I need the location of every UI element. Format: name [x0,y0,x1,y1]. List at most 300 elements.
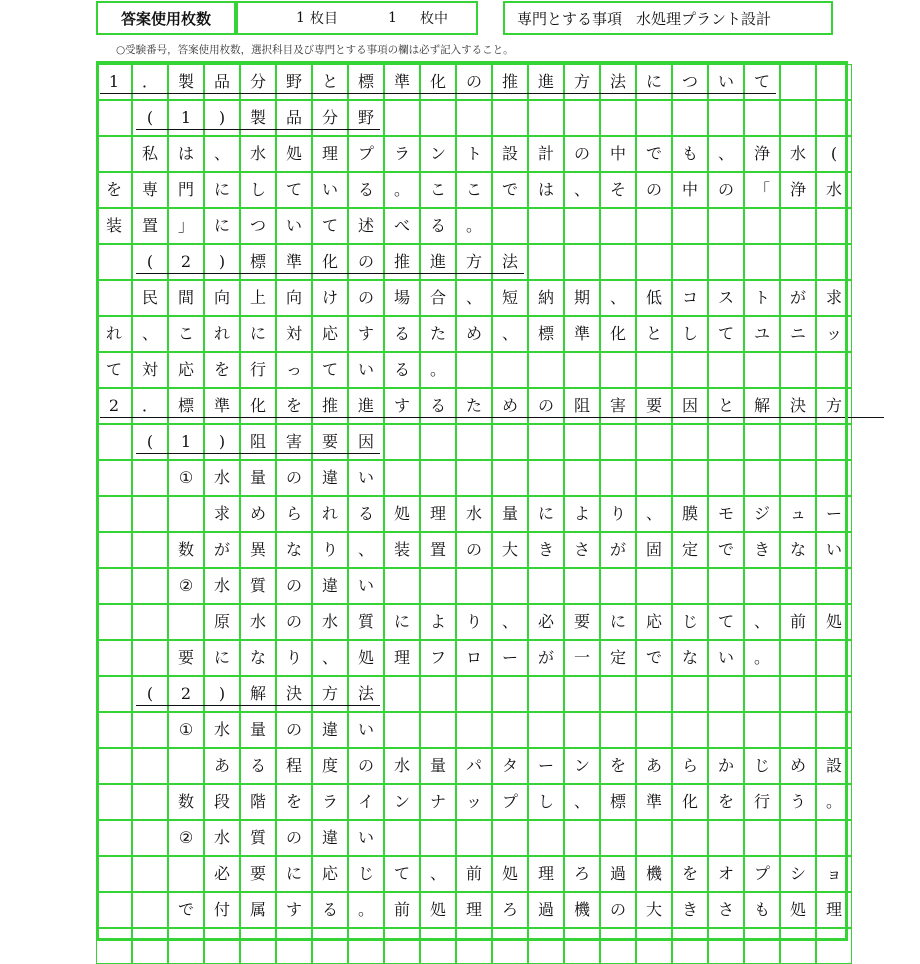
grid-cell: 害 [276,424,312,460]
grid-cell: 必 [528,604,564,640]
grid-cell: 装 [96,208,132,244]
grid-cell [168,748,204,784]
grid-cell [564,424,600,460]
grid-cell: 1 [96,64,132,100]
specialty-value: 水処理プラント設計 [636,9,772,28]
grid-cell [780,712,816,748]
grid-cell [132,784,168,820]
specialty-label: 専門とする事項 [517,9,623,28]
grid-cell [816,676,852,712]
grid-cell [744,424,780,460]
grid-cell: 準 [276,244,312,280]
grid-cell: ラ [312,784,348,820]
grid-cell [96,568,132,604]
grid-cell: に [384,604,420,640]
answer-line [96,568,848,604]
grid-cell: ② [168,820,204,856]
grid-cell [744,820,780,856]
grid-cell: る [384,352,420,388]
grid-cell [600,352,636,388]
grid-cell: 原 [204,604,240,640]
answer-line [96,604,848,640]
grid-cell: の [528,388,564,424]
grid-cell: 化 [240,388,276,424]
grid-cell: 水 [780,136,816,172]
grid-cell: 過 [600,856,636,892]
grid-cell [672,244,708,280]
grid-cell: 向 [276,280,312,316]
grid-cell: め [780,748,816,784]
grid-cell [636,100,672,136]
grid-cell: 阻 [564,388,600,424]
grid-cell: 処 [348,640,384,676]
grid-cell [276,928,312,964]
grid-cell [456,100,492,136]
grid-cell: 2 [96,388,132,424]
answer-line [96,64,848,100]
grid-cell [96,820,132,856]
grid-cell: い [708,640,744,676]
grid-cell [492,460,528,496]
grid-cell [96,604,132,640]
grid-cell: ス [708,280,744,316]
grid-cell: も [744,892,780,928]
grid-cell: 因 [672,388,708,424]
answer-line [96,460,848,496]
grid-cell: 異 [240,532,276,568]
grid-cell [744,100,780,136]
grid-cell [708,568,744,604]
grid-cell: 中 [600,136,636,172]
grid-cell [96,856,132,892]
grid-cell: の [276,604,312,640]
grid-cell: 準 [204,388,240,424]
grid-cell: 。 [816,784,852,820]
grid-cell: さ [564,532,600,568]
grid-cell: 製 [168,64,204,100]
grid-cell [636,928,672,964]
grid-cell: 、 [204,136,240,172]
grid-cell: 処 [816,604,852,640]
grid-cell: ろ [492,892,528,928]
grid-cell: 応 [636,604,672,640]
grid-cell: 解 [744,388,780,424]
grid-cell: て [708,316,744,352]
grid-cell [528,244,564,280]
grid-cell: 水 [204,820,240,856]
grid-cell [780,928,816,964]
grid-cell: 、 [708,136,744,172]
grid-cell: 質 [240,568,276,604]
grid-cell: 準 [384,64,420,100]
grid-cell [636,424,672,460]
grid-cell [96,280,132,316]
grid-cell [384,568,420,604]
grid-cell: 水 [456,496,492,532]
answer-line [96,316,848,352]
grid-cell [384,928,420,964]
grid-cell: き [528,532,564,568]
answer-line [96,640,848,676]
grid-cell [780,460,816,496]
grid-cell: を [276,388,312,424]
grid-cell: 専 [132,172,168,208]
grid-cell: り [456,604,492,640]
grid-cell: 一 [564,640,600,676]
grid-cell: と [636,316,672,352]
grid-cell: る [384,316,420,352]
grid-cell [132,712,168,748]
grid-cell [492,568,528,604]
grid-cell [564,928,600,964]
answer-line [96,424,848,460]
grid-cell: ッ [816,316,852,352]
grid-cell: プ [348,136,384,172]
grid-cell: 計 [528,136,564,172]
grid-cell: て [384,856,420,892]
answer-line [96,172,848,208]
grid-cell: て [708,604,744,640]
grid-cell: し [528,784,564,820]
grid-cell [672,676,708,712]
grid-cell: 違 [312,460,348,496]
grid-cell: 低 [636,280,672,316]
grid-cell: 設 [816,748,852,784]
grid-cell: の [348,280,384,316]
grid-cell: 量 [240,712,276,748]
instruction-note: ○受験番号，答案使用枚数，選択科目及び専門とする事項の欄は必ず記入すること。 [116,44,514,56]
grid-cell [132,460,168,496]
grid-cell: を [672,856,708,892]
grid-cell: じ [672,604,708,640]
answer-line [96,892,848,928]
grid-cell: ニ [780,316,816,352]
grid-cell [708,100,744,136]
specialty-box [503,1,833,35]
grid-cell: 化 [420,64,456,100]
grid-cell: の [636,172,672,208]
grid-cell: 納 [528,280,564,316]
grid-cell: 、 [420,856,456,892]
grid-cell: 。 [384,172,420,208]
grid-cell [564,676,600,712]
grid-cell: ② [168,568,204,604]
grid-cell: の [708,172,744,208]
grid-cell [456,460,492,496]
grid-cell [816,64,852,100]
grid-cell [96,136,132,172]
grid-cell: 理 [456,892,492,928]
sheet-total-number: 1 [388,10,397,26]
grid-cell: の [456,64,492,100]
heading-underline [136,705,380,706]
grid-cell: 応 [168,352,204,388]
grid-cell [528,820,564,856]
answer-line [96,208,848,244]
grid-cell [96,784,132,820]
grid-cell [708,928,744,964]
grid-cell: り [600,496,636,532]
grid-cell: い [348,568,384,604]
grid-cell: つ [672,64,708,100]
grid-cell: さ [708,892,744,928]
grid-cell: 分 [240,64,276,100]
grid-cell: 行 [744,784,780,820]
grid-cell: 」 [168,208,204,244]
grid-cell: 、 [636,496,672,532]
grid-cell: 阻 [240,424,276,460]
grid-cell: タ [492,748,528,784]
grid-cell [780,208,816,244]
grid-cell [708,712,744,748]
grid-cell: ① [168,460,204,496]
grid-cell: 上 [240,280,276,316]
grid-cell [492,352,528,388]
grid-cell: 行 [240,352,276,388]
grid-cell: 、 [132,316,168,352]
grid-cell: 数 [168,532,204,568]
grid-cell: い [348,712,384,748]
grid-cell: ナ [420,784,456,820]
grid-cell: 違 [312,568,348,604]
grid-cell: ． [132,388,168,424]
answer-line [96,280,848,316]
grid-cell: 違 [312,712,348,748]
grid-cell: か [708,748,744,784]
grid-cell [492,712,528,748]
grid-cell [456,424,492,460]
grid-cell: ( [132,676,168,712]
grid-cell [168,604,204,640]
grid-cell: り [312,532,348,568]
grid-cell [744,352,780,388]
grid-cell [456,712,492,748]
grid-cell [708,676,744,712]
grid-cell [672,100,708,136]
grid-cell [132,820,168,856]
grid-cell [600,100,636,136]
grid-cell [816,244,852,280]
grid-cell: 。 [420,352,456,388]
grid-cell: 方 [456,244,492,280]
grid-cell: 野 [348,100,384,136]
grid-cell [564,100,600,136]
grid-cell [456,928,492,964]
grid-cell: の [276,820,312,856]
grid-cell: 装 [384,532,420,568]
grid-cell [816,712,852,748]
grid-cell: 化 [672,784,708,820]
grid-cell [384,712,420,748]
grid-cell: 段 [204,784,240,820]
grid-cell: ) [204,424,240,460]
grid-cell: に [276,856,312,892]
grid-cell: 法 [600,64,636,100]
grid-cell: 合 [420,280,456,316]
grid-cell [96,100,132,136]
grid-cell [672,424,708,460]
grid-cell: ( [132,424,168,460]
grid-cell: 処 [780,892,816,928]
grid-cell [420,820,456,856]
grid-cell [132,604,168,640]
grid-cell [492,424,528,460]
answer-line [96,532,848,568]
grid-cell: 水 [204,460,240,496]
grid-cell: い [348,460,384,496]
grid-cell: っ [276,352,312,388]
grid-cell: 浄 [780,172,816,208]
grid-cell: じ [744,748,780,784]
grid-cell [672,712,708,748]
grid-cell: 属 [240,892,276,928]
grid-cell: い [312,172,348,208]
grid-cell [456,352,492,388]
grid-cell: 理 [816,892,852,928]
grid-cell: こ [168,316,204,352]
grid-cell [528,568,564,604]
heading-underline [100,417,884,418]
grid-cell [636,568,672,604]
grid-cell: れ [312,496,348,532]
grid-cell [780,820,816,856]
answer-line [96,784,848,820]
grid-cell: 場 [384,280,420,316]
grid-cell: し [672,316,708,352]
grid-cell [492,820,528,856]
grid-cell [744,928,780,964]
grid-cell: 置 [420,532,456,568]
grid-cell: 推 [312,388,348,424]
grid-cell: 述 [348,208,384,244]
grid-cell: 水 [204,568,240,604]
grid-cell [600,712,636,748]
grid-cell: べ [384,208,420,244]
sheet-count-box [236,1,478,35]
grid-cell: る [348,496,384,532]
grid-cell [600,676,636,712]
grid-cell: 「 [744,172,780,208]
grid-cell: れ [96,316,132,352]
grid-cell: よ [420,604,456,640]
grid-cell: 。 [348,892,384,928]
grid-cell [600,928,636,964]
grid-cell: 度 [312,748,348,784]
grid-cell: き [744,532,780,568]
grid-cell: 水 [312,604,348,640]
grid-cell: な [276,532,312,568]
grid-cell: 定 [672,532,708,568]
grid-cell: 中 [672,172,708,208]
grid-cell: ッ [456,784,492,820]
answer-line [96,676,848,712]
answer-line [96,496,848,532]
grid-cell [600,208,636,244]
grid-cell [600,244,636,280]
grid-cell [816,424,852,460]
grid-cell: 量 [492,496,528,532]
grid-cell: し [240,172,276,208]
grid-cell [816,352,852,388]
grid-cell: て [276,172,312,208]
grid-cell: モ [708,496,744,532]
grid-cell: る [348,172,384,208]
grid-cell: 、 [492,316,528,352]
grid-cell: 方 [312,676,348,712]
grid-cell: 品 [276,100,312,136]
grid-cell: 過 [528,892,564,928]
grid-cell: て [312,208,348,244]
grid-cell: を [96,172,132,208]
grid-cell: の [348,748,384,784]
grid-cell: 質 [348,604,384,640]
grid-cell: い [708,64,744,100]
grid-cell [528,676,564,712]
grid-cell: 。 [744,640,780,676]
grid-cell [384,460,420,496]
grid-cell [96,244,132,280]
grid-cell: ら [672,748,708,784]
grid-cell: に [240,316,276,352]
grid-cell: の [348,244,384,280]
grid-cell [96,496,132,532]
grid-cell [456,820,492,856]
grid-cell: ュ [780,496,816,532]
grid-cell: 2 [168,676,204,712]
grid-cell [96,676,132,712]
grid-cell: な [672,640,708,676]
sheet-total-unit: 枚中 [420,11,448,27]
grid-cell: は [528,172,564,208]
grid-cell [636,676,672,712]
grid-cell [744,676,780,712]
grid-cell: 進 [528,64,564,100]
grid-cell: 水 [240,604,276,640]
grid-cell: つ [240,208,276,244]
grid-cell: 化 [312,244,348,280]
grid-cell [816,460,852,496]
grid-cell [420,460,456,496]
grid-cell: 要 [564,604,600,640]
grid-cell: 、 [456,280,492,316]
grid-cell: あ [636,748,672,784]
grid-cell: プ [744,856,780,892]
grid-cell: ト [456,136,492,172]
grid-cell: 固 [636,532,672,568]
grid-cell: 必 [204,856,240,892]
grid-cell: る [312,892,348,928]
answer-line [96,388,848,424]
grid-cell: 理 [528,856,564,892]
heading-underline [136,453,380,454]
grid-cell: ン [564,748,600,784]
grid-cell [384,100,420,136]
grid-cell: た [456,388,492,424]
grid-cell: ジ [744,496,780,532]
grid-cell: ー [492,640,528,676]
grid-cell: ) [204,100,240,136]
grid-cell: ら [276,496,312,532]
grid-cell [564,244,600,280]
grid-cell: て [96,352,132,388]
grid-cell: あ [204,748,240,784]
grid-cell: こ [456,172,492,208]
grid-cell: す [348,316,384,352]
grid-cell: ロ [456,640,492,676]
grid-cell [744,460,780,496]
grid-cell: 準 [564,316,600,352]
grid-cell: も [672,136,708,172]
